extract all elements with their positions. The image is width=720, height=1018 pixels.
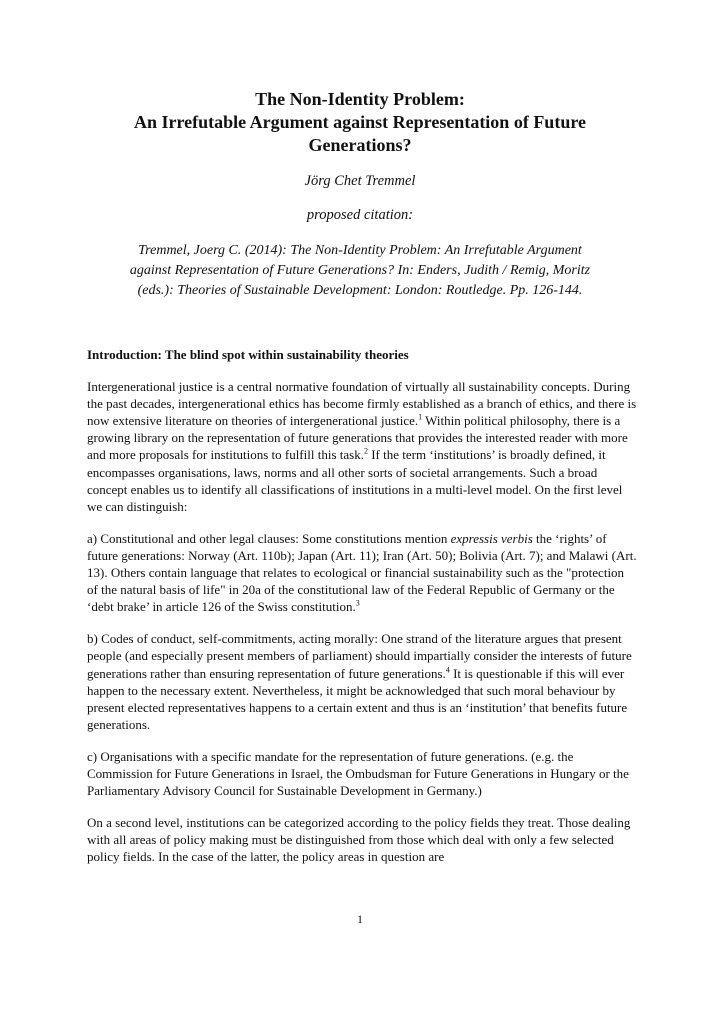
- body-text: [87, 346, 637, 880]
- paragraph-b: [87, 630, 637, 733]
- footnote-marker[interactable]: 3: [355, 598, 360, 608]
- citation-line: Tremmel, Joerg C. (2014): The Non-Identity Problem: An Irrefutable Argument: [138, 243, 582, 258]
- intro-text: Intergenerational justice is a central normative foundation of virtually all sustainability concepts. During the past decades, intergenerational ethics has become firmly established as a branch of ethics, and there is now extensive literature on theories of intergenerational justice.: [87, 379, 637, 429]
- paragraph-a: [87, 530, 637, 615]
- document-title: [0, 88, 720, 157]
- paragraph-text: the ‘rights’ of future generations: Norway (Art. 110b); Japan (Art. 11); Iran (Art. 50); Bolivia (Art. 7); and Malawi (Art. 13). Others contain language that relates to ecological or financial sustainability such as the "protection of the natural basis of life" in 20a of the constitutional law of the Federal Republic of Germany or the ‘debt brake’ in article 126 of the Swiss constitution.: [87, 530, 637, 615]
- footnote-marker[interactable]: 4: [445, 665, 450, 675]
- paragraph-text: It is questionable if this will ever happen to the necessary extent. Nevertheless, it might be acknowledged that such moral behaviour by present elected representatives happens to a certain extent and thus is an ‘institution’ that benefits future generations.: [87, 665, 628, 732]
- intro-text: If the term ‘institutions’ is broadly defined, it encompasses organisations, laws, norms and all other sorts of societal arrangements. Such a broad concept enables us to identify all classifications of institutions in a multi-level model. On the first level we can distinguish:: [87, 447, 623, 514]
- paragraph-d: On a second level, institutions can be categorized according to the policy fields they treat. Those dealing with all areas of policy making must be distinguished from those which deal with only a few selected policy fields. In the case of the latter, the policy areas in question are: [87, 815, 631, 865]
- footnote-marker[interactable]: 1: [418, 412, 423, 422]
- citation-label: proposed citation:: [306, 207, 414, 223]
- footnote-marker[interactable]: 2: [363, 447, 368, 457]
- citation-block: [88, 241, 632, 301]
- citation-line: against Representation of Future Generations? In: Enders, Judith / Remig, Moritz: [129, 263, 591, 278]
- title-line: The Non-Identity Problem:: [255, 89, 465, 109]
- intro-paragraph: [87, 378, 637, 515]
- title-line: An Irrefutable Argument against Representation of Future: [134, 112, 586, 132]
- citation-line: (eds.): Theories of Sustainable Development: London: Routledge. Pp. 126-144.: [137, 283, 583, 298]
- section-heading: Introduction: The blind spot within sustainability theories: [87, 347, 409, 362]
- paragraph-text: b) Codes of conduct, self-commitments, acting morally: One strand of the literature argues that present people (and especially present members of parliament) should impartially consider the interests of future generations rather than ensuring representation of future generations.: [87, 631, 632, 681]
- paragraph-text: a) Constitutional and other legal clauses: Some constitutions mention: [87, 530, 451, 546]
- author-name: Jörg Chet Tremmel: [304, 173, 416, 189]
- italic-phrase: expressis verbis: [450, 530, 533, 546]
- paragraph-c: c) Organisations with a specific mandate for the representation of future generations. (e.g. the Commission for Future Generations in Israel, the Ombudsman for Future Generations in Hungary or the Parliamentary Advisory Council for Sustainable Development in Germany.): [87, 748, 629, 799]
- intro-text: Within political philosophy, there is a growing library on the representation of future generations that provides the interested reader with more and more proposals for institutions to fulfill this task.: [87, 413, 628, 463]
- title-line: Generations?: [308, 135, 412, 155]
- page-number: 1: [357, 912, 363, 926]
